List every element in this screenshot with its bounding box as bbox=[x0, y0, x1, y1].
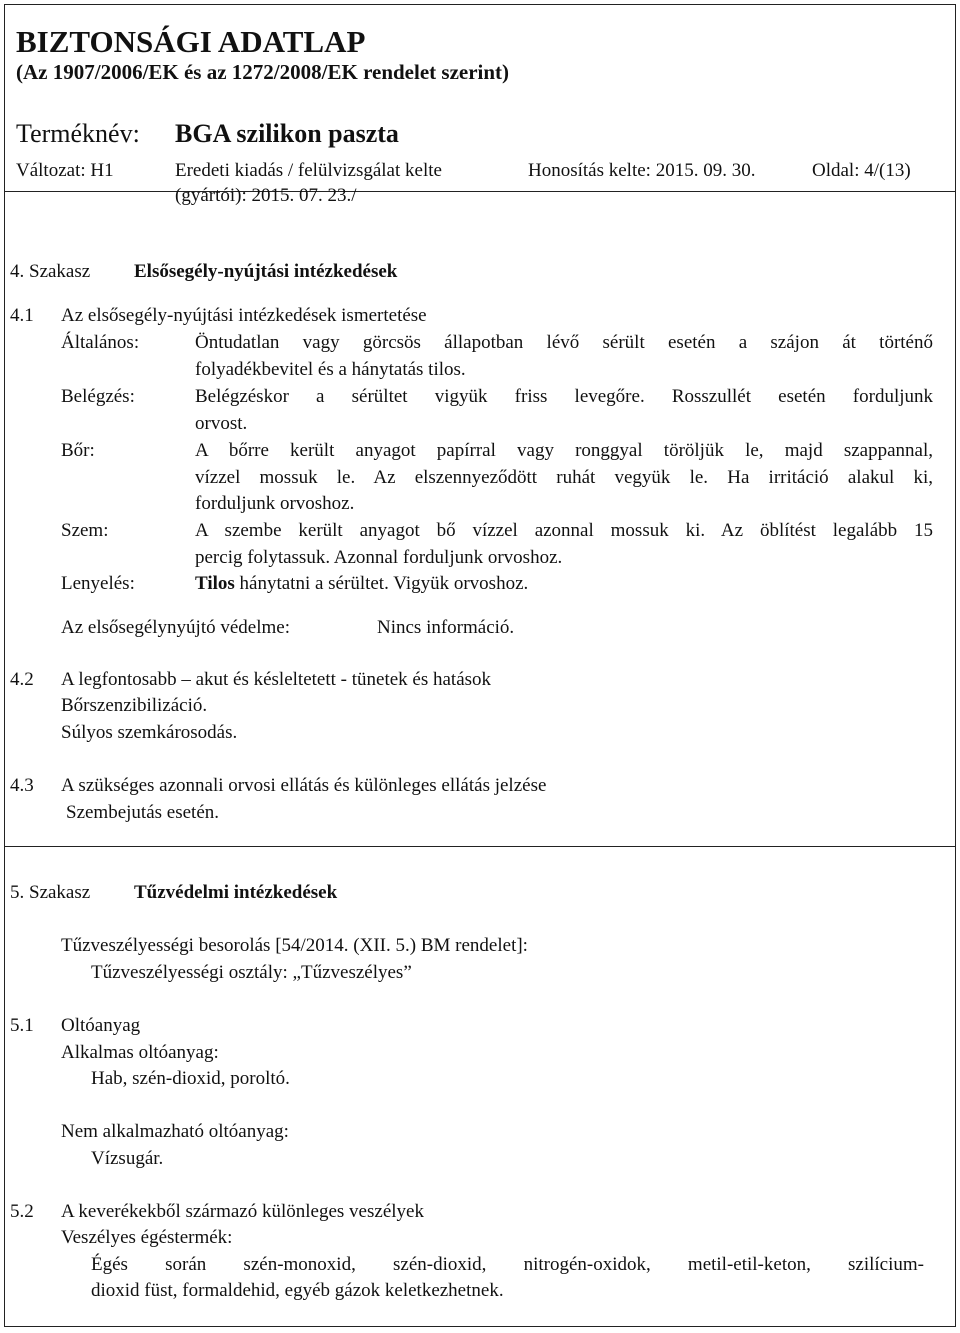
general-line2: folyadékbevitel és a hánytatás tilos. bbox=[195, 359, 466, 380]
s42-line2: Súlyos szemkárosodás. bbox=[61, 722, 238, 743]
eye-line1: A szembe került anyagot bő vízzel azonnal mossuk ki. Az öblítést legalább 15 bbox=[195, 520, 933, 541]
combustion-products-line1: Égés során szén-monoxid, szén-dioxid, nitrogén-oxidok, metil-etil-keton, szilícium- bbox=[91, 1254, 924, 1275]
fire-class-value: Tűzveszélyességi osztály: „Tűzveszélyes” bbox=[91, 962, 412, 983]
issue-date-line2: (gyártói): 2015. 07. 23./ bbox=[175, 185, 357, 206]
fire-class-title: Tűzveszélyességi besorolás [54/2014. (XII. 5.) BM rendelet]: bbox=[61, 935, 528, 956]
section4-number: 4. Szakasz bbox=[10, 261, 91, 282]
s42-number: 4.2 bbox=[10, 669, 34, 690]
ingestion-text bbox=[195, 574, 528, 593]
general-label: Általános: bbox=[61, 332, 140, 353]
combustion-products-line2: dioxid füst, formaldehid, egyéb gázok keletkezhetnek. bbox=[91, 1280, 504, 1301]
eye-line2: percig folytassuk. Azonnal forduljunk orvoshoz. bbox=[195, 547, 563, 568]
s51-title: Oltóanyag bbox=[61, 1015, 141, 1036]
skin-line3: forduljunk orvoshoz. bbox=[195, 493, 355, 514]
s52-title: A keverékekből származó különleges veszélyek bbox=[61, 1201, 424, 1222]
page-number: Oldal: 4/(13) bbox=[812, 160, 911, 181]
section4-title: Elsősegély-nyújtási intézkedések bbox=[134, 261, 398, 282]
version: Változat: H1 bbox=[16, 160, 114, 181]
s43-title: A szükséges azonnali orvosi ellátás és különleges ellátás jelzése bbox=[61, 775, 547, 796]
combustion-products-label: Veszélyes égéstermék: bbox=[61, 1227, 233, 1248]
issue-date-line1: Eredeti kiadás / felülvizsgálat kelte bbox=[175, 160, 442, 181]
section5-number: 5. Szakasz bbox=[10, 882, 91, 903]
first-aider-protection-value: Nincs információ. bbox=[377, 617, 515, 638]
approval-date: Honosítás kelte: 2015. 09. 30. bbox=[528, 160, 756, 181]
general-line1: Öntudatlan vagy görcsös állapotban lévő sérült esetén a szájon át történő bbox=[195, 332, 933, 353]
s52-number: 5.2 bbox=[10, 1201, 34, 1222]
s41-title: Az elsősegély-nyújtási intézkedések ismertetése bbox=[61, 305, 427, 326]
unsuitable-media-value: Vízsugár. bbox=[91, 1148, 164, 1169]
skin-line1: A bőrre került anyagot papírral vagy ronggyal töröljük le, majd szappannal, bbox=[195, 440, 933, 461]
ingestion-bold: Tilos bbox=[195, 573, 235, 594]
header-divider bbox=[4, 191, 956, 192]
inhalation-line2: orvost. bbox=[195, 413, 248, 434]
suitable-media-value: Hab, szén-dioxid, poroltó. bbox=[91, 1068, 290, 1089]
first-aider-protection-label: Az elsősegélynyújtó védelme: bbox=[61, 617, 290, 638]
product-name: BGA szilikon paszta bbox=[175, 119, 399, 148]
inhalation-label: Belégzés: bbox=[61, 386, 135, 407]
document-title: BIZTONSÁGI ADATLAP bbox=[16, 24, 366, 59]
ingestion-label: Lenyelés: bbox=[61, 573, 135, 594]
product-label: Terméknév: bbox=[16, 119, 140, 148]
s43-line1: Szembejutás esetén. bbox=[66, 802, 220, 823]
s51-number: 5.1 bbox=[10, 1015, 34, 1036]
s42-title: A legfontosabb – akut és késleltetett - tünetek és hatások bbox=[61, 669, 492, 690]
inhalation-line1: Belégzéskor a sérültet vigyük friss levegőre. Rosszullét esetén forduljunk bbox=[195, 386, 933, 407]
skin-line2: vízzel mossuk le. Az elszennyeződött ruhát vegyük le. Ha irritáció alakul ki, bbox=[195, 467, 933, 488]
s42-line1: Bőrszenzibilizáció. bbox=[61, 695, 208, 716]
ingestion-rest: hánytatni a sérültet. Vigyük orvoshoz. bbox=[239, 573, 529, 594]
unsuitable-media-label: Nem alkalmazható oltóanyag: bbox=[61, 1121, 289, 1142]
document-subtitle: (Az 1907/2006/EK és az 1272/2008/EK rendelet szerint) bbox=[16, 60, 510, 84]
section-divider bbox=[4, 846, 956, 847]
s43-number: 4.3 bbox=[10, 775, 34, 796]
section5-title: Tűzvédelmi intézkedések bbox=[134, 882, 338, 903]
eye-label: Szem: bbox=[61, 520, 109, 541]
suitable-media-label: Alkalmas oltóanyag: bbox=[61, 1042, 219, 1063]
skin-label: Bőr: bbox=[61, 440, 95, 461]
s41-number: 4.1 bbox=[10, 305, 34, 326]
